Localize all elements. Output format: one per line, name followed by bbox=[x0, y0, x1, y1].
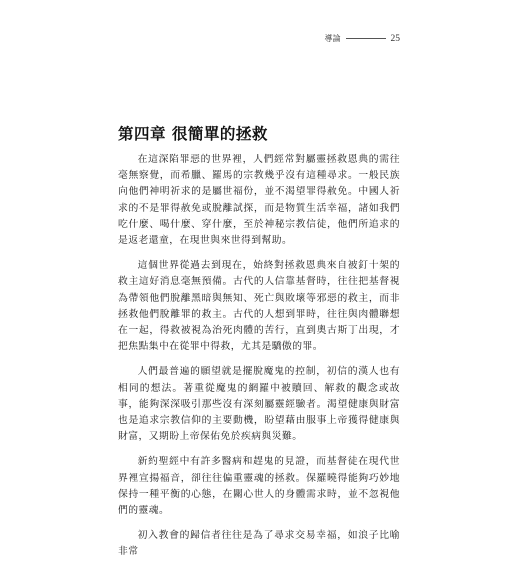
header-rule bbox=[346, 38, 386, 39]
paragraph: 這個世界從過去到現在，始終對拯救恩典來自被釘十架的救主這好消息毫無預備。古代的人信靠基督時，往往把基督視為帶領他們脫離黑暗與無知、死亡與敗壞等邪惡的救主，而非拯救他們脫離罪的救主。古代的人想到罪時，往往與肉體聯想在一起，得救被視為治死肉體的苦行，直到奧古斯丁出現，才把焦點集中在從罪中得救，尤其是驕傲的罪。 bbox=[118, 260, 400, 353]
paragraph: 在這深陷罪惡的世界裡，人們經常對屬靈拯救恩典的需往毫無察覺，而希臘、羅馬的宗教幾乎沒有這種尋求。一般民族向他們神明祈求的是屬世福份，並不渴望罪得赦免。中國人祈求的不是罪得赦免或脫離試探，而是物質生活幸福，諸如我們吃什麼、喝什麼、穿什麼，至於神秘宗教信徒，他們所追求的是返老還童，在現世與來世得到幫助。 bbox=[118, 154, 400, 247]
paragraph: 初入教會的歸信者往往是為了尋求交易幸福，如浪子比喻非常 bbox=[118, 530, 400, 558]
body-text bbox=[118, 152, 400, 570]
running-header bbox=[325, 33, 401, 44]
running-header-section: 導論 bbox=[324, 34, 341, 43]
page-number: 25 bbox=[390, 33, 400, 44]
chapter-title: 第四章 很簡單的拯救 bbox=[118, 124, 268, 143]
paragraph: 人們最普遍的願望就是擺脫魔鬼的控制，初信的漢人也有相同的想法。著重從魔鬼的網羅中被贖回、解救的觀念或故事，能夠深深吸引那些沒有深刻屬靈經驗者。渴望健康與財富也是追求宗教信仰的主要動機，盼望藉由服事上帝獲得健康與財富，又期盼上帝保佑免於疾病與災難。 bbox=[118, 366, 400, 443]
paragraph: 新約聖經中有許多醫病和趕鬼的見證，而基督徒在現代世界裡宣揚福音，卻往往偏重靈魂的拯救。保羅曉得能夠巧妙地保持一種平衡的心態，在關心世人的身體需求時，並不忽視他們的靈魂。 bbox=[118, 456, 400, 517]
